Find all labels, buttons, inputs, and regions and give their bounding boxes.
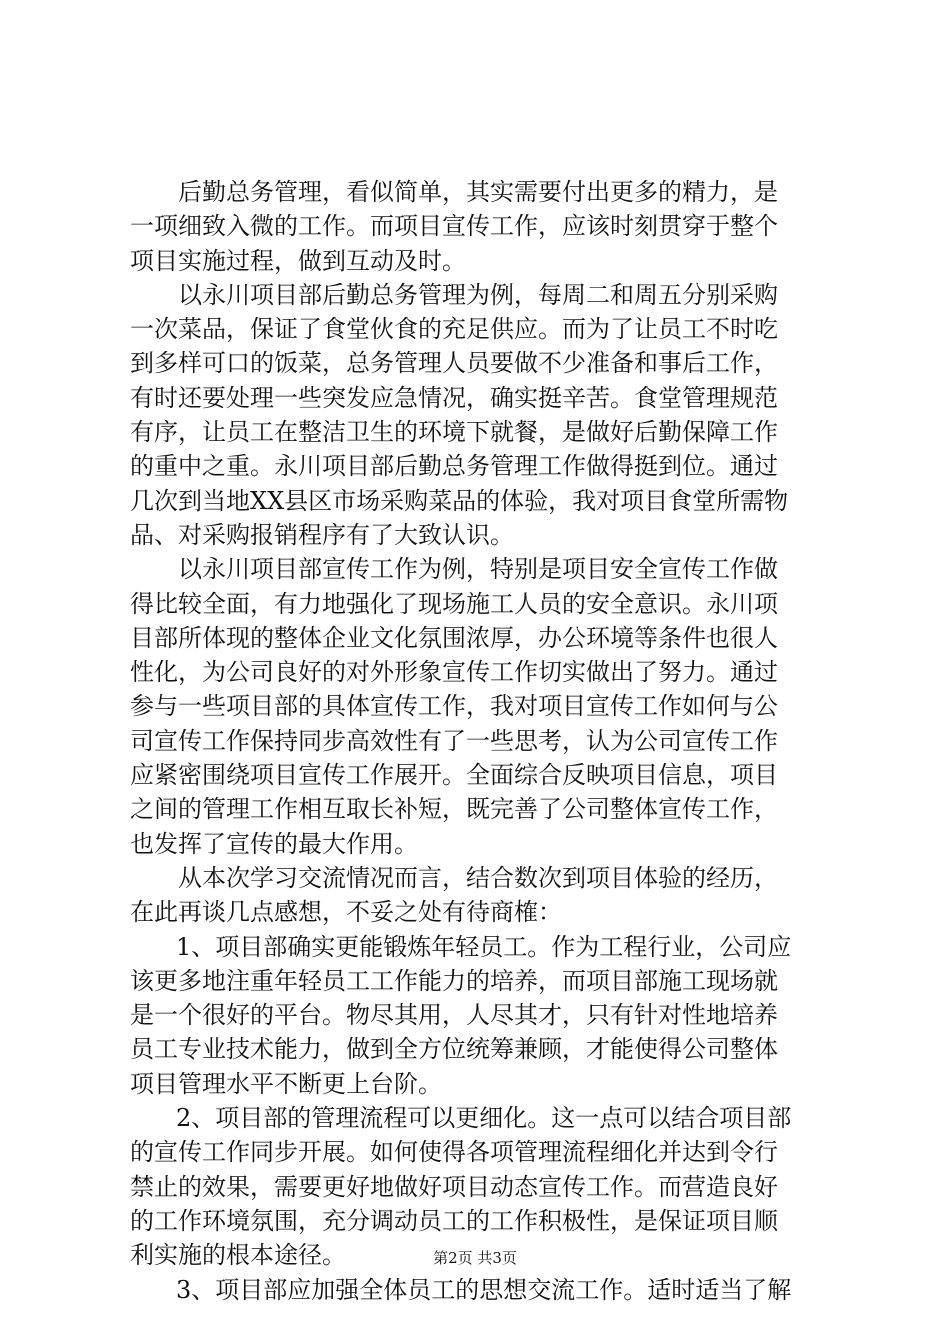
paragraph-line: 在此再谈几点感想，不妥之处有待商榷： (130, 898, 562, 927)
paragraph-line: 项目管理水平不断更上台阶。 (130, 1069, 442, 1098)
body-text (130, 175, 830, 1307)
paragraph-line: 禁止的效果，需要更好地做好项目动态宣传工作。而营造良好 (130, 1172, 778, 1201)
paragraph-line: 得比较全面，有力地强化了现场施工人员的安全意识。永川项 (130, 589, 778, 618)
paragraph-line: 该更多地注重年轻员工工作能力的培养，而项目部施工现场就 (130, 966, 778, 995)
paragraph-line: 以永川项目部宣传工作为例，特别是项目安全宣传工作做 (178, 555, 778, 584)
paragraph-line: 利实施的根本途径。 (130, 1241, 346, 1270)
paragraph-line: 的宣传工作同步开展。如何使得各项管理流程细化并达到令行 (130, 1138, 778, 1167)
paragraph-line: 性化，为公司良好的对外形象宣传工作切实做出了努力。通过 (130, 658, 778, 687)
paragraph-line: 司宣传工作保持同步高效性有了一些思考，认为公司宣传工作 (130, 726, 778, 755)
paragraph-line: 员工专业技术能力，做到全方位统筹兼顾，才能使得公司整体 (130, 1035, 778, 1064)
paragraph-line: 3、项目部应加强全体员工的思想交流工作。适时适当了解 (176, 1275, 792, 1304)
paragraph-line: 一次菜品，保证了食堂伙食的充足供应。而为了让员工不时吃 (130, 315, 778, 344)
paragraph-line: 也发挥了宣传的最大作用。 (130, 829, 418, 858)
paragraph-line: 有时还要处理一些突发应急情况，确实挺辛苦。食堂管理规范 (130, 383, 778, 412)
paragraph-line: 有序，让员工在整洁卫生的环境下就餐，是做好后勤保障工作 (130, 418, 778, 447)
paragraph-line: 1、项目部确实更能锻炼年轻员工。作为工程行业，公司应 (176, 932, 792, 961)
paragraph-line: 一项细致入微的工作。而项目宣传工作，应该时刻贯穿于整个 (130, 212, 778, 241)
paragraph-line: 的重中之重。永川项目部后勤总务管理工作做得挺到位。通过 (130, 452, 778, 481)
paragraph-line: 是一个很好的平台。物尽其用，人尽其才，只有针对性地培养 (130, 1001, 778, 1030)
paragraph-line: 2、项目部的管理流程可以更细化。这一点可以结合项目部 (176, 1104, 792, 1133)
paragraph-line: 应紧密围绕项目宣传工作展开。全面综合反映项目信息，项目 (130, 761, 778, 790)
paragraph-line: 后勤总务管理，看似简单，其实需要付出更多的精力，是 (178, 178, 778, 206)
paragraph-line: 的工作环境氛围，充分调动员工的工作积极性，是保证项目顺 (130, 1206, 778, 1235)
paragraph-line: 几次到当地XX县区市场采购菜品的体验，我对项目食堂所需物 (130, 486, 789, 515)
paragraph-line: 到多样可口的饭菜，总务管理人员要做不少准备和事后工作， (130, 349, 778, 378)
page-footer: 第2页 共3页 (433, 1249, 517, 1267)
paragraph-line: 目部所体现的整体企业文化氛围浓厚，办公环境等条件也很人 (130, 623, 778, 652)
paragraph-line: 之间的管理工作相互取长补短，既完善了公司整体宣传工作， (130, 795, 778, 824)
paragraph-line: 品、对采购报销程序有了大致认识。 (130, 520, 514, 549)
paragraph-line: 以永川项目部后勤总务管理为例，每周二和周五分别采购 (178, 280, 778, 309)
paragraph-line: 项目实施过程，做到互动及时。 (130, 246, 466, 275)
paragraph-line: 从本次学习交流情况而言，结合数次到项目体验的经历， (178, 863, 778, 892)
paragraph-line: 参与一些项目部的具体宣传工作，我对项目宣传工作如何与公 (130, 692, 778, 721)
